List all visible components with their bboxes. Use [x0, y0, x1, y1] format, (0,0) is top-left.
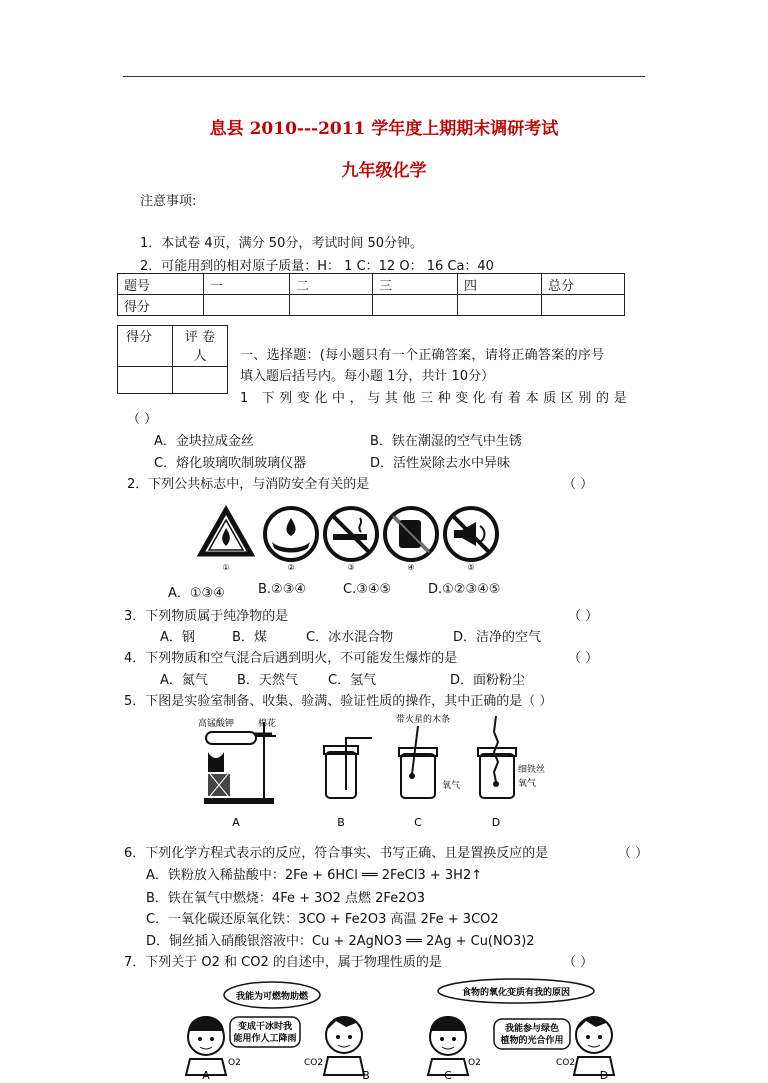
gas-collection-jar-icon	[324, 738, 372, 798]
score-header-cell: 三	[373, 274, 458, 295]
option: D.①②③④⑤	[428, 582, 501, 597]
option: B．铁在潮湿的空气中生锈	[370, 434, 522, 449]
option: C．氢气	[328, 673, 377, 688]
water-hand-icon	[265, 508, 317, 560]
answer-paren[interactable]: （ ）	[568, 651, 599, 666]
sign-number: ①	[222, 563, 230, 572]
option: A．铁粉放入稀盐酸中：2Fe + 6HCl ══ 2FeCl3 + 3H2↑	[146, 868, 483, 883]
question-6: 6．下列化学方程式表示的反应，符合事实、书写正确、且是置换反应的是	[124, 846, 549, 861]
option: B．天然气	[237, 673, 298, 688]
oxygen-label: 氧气	[442, 781, 461, 791]
option: B．煤	[232, 630, 267, 645]
no-horn-icon	[445, 508, 497, 560]
score-header-cell: 一	[204, 274, 290, 295]
reagent-label: 高锰酸钾	[198, 719, 235, 729]
warning-flammable-icon	[201, 510, 251, 554]
answer-paren[interactable]: （ ）	[618, 846, 649, 861]
option: B．铁在氧气中燃烧：4Fe + 3O2 点燃 2Fe2O3	[146, 891, 425, 906]
formula-label: CO2	[304, 1058, 324, 1068]
formula-label: CO2	[556, 1058, 576, 1068]
figure-letter: B	[337, 816, 345, 829]
no-smoking-icon	[325, 508, 377, 560]
sign-number: ④	[407, 563, 415, 572]
option: A．钢	[160, 630, 195, 645]
answer-paren[interactable]: （ ）	[568, 609, 599, 624]
iron-wire-label: 细铁丝	[518, 765, 546, 775]
glowing-splint-label: 带火星的木条	[396, 715, 451, 725]
question-3: 3．下列物质属于纯净物的是	[124, 609, 289, 624]
formula-label: O2	[228, 1058, 241, 1068]
answer-paren[interactable]: （ ）	[563, 477, 594, 492]
figure-letter: D	[599, 1069, 609, 1082]
formula-label: O2	[468, 1058, 481, 1068]
score-cell[interactable]	[458, 295, 542, 316]
sign-number: ③	[347, 563, 355, 572]
score-header-cell: 二	[290, 274, 373, 295]
figure-letter: A	[202, 1069, 210, 1082]
public-signs-figure	[196, 504, 526, 574]
score-table	[117, 273, 625, 316]
option: C．一氧化碳还原氧化铁：3CO + Fe2O3 高温 2Fe + 3CO2	[146, 912, 499, 927]
option: C．冰水混合物	[306, 630, 394, 645]
oxygen-co2-cartoon-figure	[176, 975, 636, 1081]
grader-name-cell[interactable]	[173, 367, 228, 394]
option: D．洁净的空气	[453, 630, 542, 645]
cotton-label: 棉花	[258, 719, 277, 729]
option: D．铜丝插入硝酸银溶液中：Cu + 2AgNO3 ══ 2Ag + Cu(NO3)2	[146, 934, 535, 949]
figure-letter: C	[444, 1069, 452, 1082]
svg-text:变成干冰时我: 变成干冰时我	[237, 1022, 293, 1032]
score-header-cell: 总分	[542, 274, 625, 295]
grader-score-cell[interactable]	[118, 367, 173, 394]
boy-face-icon	[324, 1017, 364, 1075]
option: C.③④⑤	[343, 582, 392, 597]
girl-face-icon	[428, 1016, 468, 1075]
option: A．氮气	[160, 673, 208, 688]
score-row-label: 得分	[118, 295, 204, 316]
svg-text:我能参与绿色: 我能参与绿色	[504, 1024, 560, 1034]
header-rule	[123, 76, 645, 77]
girl-face-icon	[186, 1016, 226, 1075]
grader-box	[117, 325, 228, 394]
score-header-cell: 题号	[118, 274, 204, 295]
sign-number: ⑤	[467, 563, 475, 572]
svg-text:植物的光合作用: 植物的光合作用	[500, 1036, 564, 1046]
svg-text:能用作人工降雨: 能用作人工降雨	[233, 1034, 297, 1044]
question-2: 2．下列公共标志中，与消防安全有关的是	[127, 477, 370, 492]
grader-name-label: 评 卷 人	[173, 326, 228, 367]
bubble-text: 我能为可燃物助燃	[235, 992, 309, 1002]
score-cell[interactable]	[290, 295, 373, 316]
option: D．活性炭除去水中异味	[370, 456, 511, 471]
no-fuel-icon	[385, 508, 437, 560]
figure-letter: B	[362, 1069, 370, 1082]
heating-apparatus-icon	[204, 722, 276, 804]
question-7: 7．下列关于 O2 和 CO2 的自述中，属于物理性质的是	[124, 955, 442, 970]
option: C．熔化玻璃吹制玻璃仪器	[154, 456, 307, 471]
oxygen-label: 氧气	[518, 779, 537, 789]
score-cell[interactable]	[373, 295, 458, 316]
answer-paren[interactable]: （ ）	[127, 412, 158, 427]
score-cell[interactable]	[204, 295, 290, 316]
score-cell[interactable]	[542, 295, 625, 316]
note-item: 1．本试卷 4页，满分 50分，考试时间 50分钟。	[140, 236, 424, 251]
note-item: 2．可能用到的相对原子质量：H： 1 C：12 O： 16 Ca：40	[140, 259, 494, 274]
option: B.②③④	[258, 582, 307, 597]
grader-score-label: 得分	[118, 326, 173, 367]
sign-number: ②	[287, 563, 295, 572]
exam-subtitle: 九年级化学	[341, 161, 427, 181]
bubble-text: 食物的氧化变质有我的原因	[461, 988, 571, 998]
boy-face-icon	[574, 1017, 614, 1075]
notes-heading: 注意事项:	[140, 194, 197, 209]
lab-apparatus-figure	[196, 712, 546, 830]
option: A．金块拉成金丝	[154, 434, 254, 449]
question-1: 1 下列变化中，与其他三种变化有着本质区别的是	[240, 391, 632, 406]
question-5: 5．下图是实验室制备、收集、验满、验证性质的操作，其中正确的是（ ）	[124, 694, 553, 709]
oxygen-test-jar-icon	[399, 726, 437, 798]
section-intro: 一、选择题：(每小题只有一个正确答案，请将正确答案的序号	[240, 348, 605, 363]
answer-paren[interactable]: （ ）	[563, 955, 594, 970]
option: A．①③④	[168, 586, 225, 601]
exam-title: 息县 2010---2011 学年度上期期末调研考试	[209, 119, 559, 139]
figure-letter: A	[232, 816, 240, 829]
option: D．面粉粉尘	[450, 673, 526, 688]
score-header-cell: 四	[458, 274, 542, 295]
figure-letter: D	[491, 816, 501, 829]
question-4: 4．下列物质和空气混合后遇到明火，不可能发生爆炸的是	[124, 651, 458, 666]
section-intro: 填入题后括号内。每小题 1分，共计 10分）	[240, 369, 495, 384]
iron-wire-burning-icon	[478, 716, 516, 798]
figure-letter: C	[414, 816, 422, 829]
